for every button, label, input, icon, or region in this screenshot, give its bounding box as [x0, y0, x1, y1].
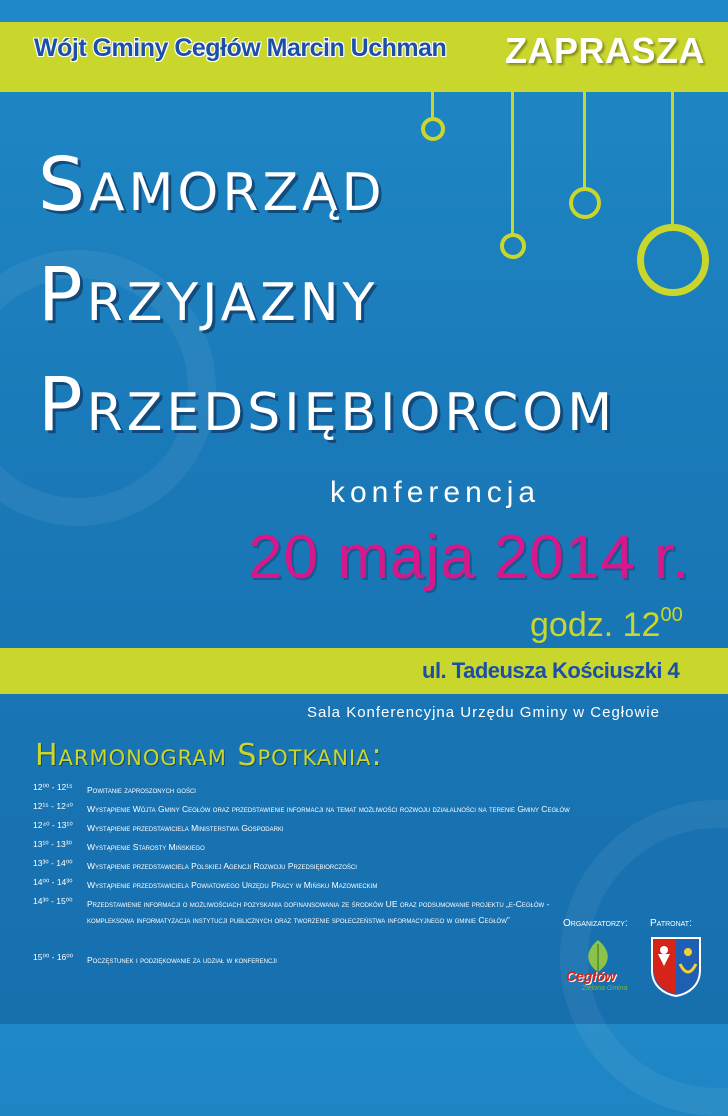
- schedule-desc: Powitanie zaproszonych gości: [87, 785, 196, 795]
- address-text: ul. Tadeusza Kościuszki 4: [422, 658, 680, 683]
- list-item: [33, 782, 633, 801]
- ring-icon: [569, 187, 601, 219]
- list-item: [33, 820, 633, 839]
- time-minutes: 00: [660, 604, 683, 626]
- schedule-desc: Wystąpienie przedstawiciela Polskiej Agencji Rozwoju Przedsiębiorczości: [87, 861, 357, 871]
- schedule-time: 12¹⁵ - 12⁴⁰: [33, 801, 73, 811]
- ring-icon: [637, 224, 709, 296]
- schedule-desc: Wystąpienie Wójta Gminy Cegłów oraz przedstawienie informacji na temat możliwości rozwoju działalności na terenie Gminy Cegłów: [87, 804, 570, 814]
- schedule-time: 12⁴⁰ - 13¹⁰: [33, 820, 73, 830]
- header-band: [0, 22, 728, 92]
- schedule-list: [33, 782, 633, 971]
- list-item: [33, 839, 633, 858]
- list-item: [33, 952, 633, 971]
- schedule-time: 13¹⁰ - 13³⁰: [33, 839, 72, 849]
- subtitle: konferencja: [330, 476, 541, 509]
- list-item: [33, 801, 633, 820]
- schedule-desc: Przedstawienie informacji o możliwościach pozyskania dofinansowania ze środków UE oraz podsumowanie projektu „e-Cegłów - kompleksowa informatyzacja instytucji publicznych oraz tworzenie społeczeństwa informacyjnego w gminie Cegłów”: [87, 899, 550, 926]
- schedule-desc: Wystąpienie przedstawiciela Powiatowego Urzędu Pracy w Mińsku Mazowieckim: [87, 880, 378, 890]
- title-line-1: Samorząd: [38, 142, 386, 228]
- schedule-desc: Wystąpienie Starosty Mińskiego: [87, 842, 205, 852]
- schedule-desc: Wystąpienie przedstawiciela Ministerstwa Gospodarki: [87, 823, 284, 833]
- schedule-time: 13³⁰ - 14⁰⁰: [33, 858, 73, 868]
- organizers-label: Organizatorzy:: [563, 918, 628, 929]
- list-item: [33, 858, 633, 877]
- venue-text: Sala Konferencyjna Urzędu Gminy w Cegłowie: [307, 704, 660, 721]
- schedule-time: 14⁰⁰ - 14³⁰: [33, 877, 73, 887]
- hanging-line: [511, 92, 514, 234]
- event-date: 20 maja 2014 r.: [248, 523, 691, 592]
- ring-icon: [500, 233, 526, 259]
- event-time: [530, 606, 683, 645]
- hanging-line: [583, 92, 586, 188]
- coat-of-arms-icon: [650, 936, 702, 998]
- hanging-line: [431, 92, 434, 118]
- title-line-2: Przyjazny: [38, 252, 379, 338]
- title-line-3: Przedsiębiorcom: [38, 362, 617, 448]
- logo-name: Cegłów: [566, 968, 616, 984]
- patron-label: Patronat:: [650, 918, 692, 929]
- list-item: [33, 896, 633, 952]
- inviter-text: Wójt Gminy Cegłów Marcin Uchman: [34, 34, 447, 62]
- logo-tagline: Zielona Gmina: [582, 985, 628, 992]
- schedule-time: 12⁰⁰ - 12¹⁵: [33, 782, 73, 792]
- schedule-heading: Harmonogram Spotkania:: [35, 738, 383, 773]
- time-hour: godz. 12: [530, 606, 661, 644]
- ring-icon: [421, 117, 445, 141]
- ceglow-logo: [562, 936, 634, 996]
- invites-text: ZAPRASZA: [505, 30, 705, 71]
- list-item: [33, 877, 633, 896]
- schedule-desc: Poczęstunek i podziękowanie za udział w konferencji: [87, 955, 277, 965]
- schedule-time: 14³⁰ - 15⁰⁰: [33, 896, 73, 906]
- hanging-line: [671, 92, 674, 226]
- address-band: [0, 648, 728, 694]
- schedule-time: 15⁰⁰ - 16⁰⁰: [33, 952, 74, 962]
